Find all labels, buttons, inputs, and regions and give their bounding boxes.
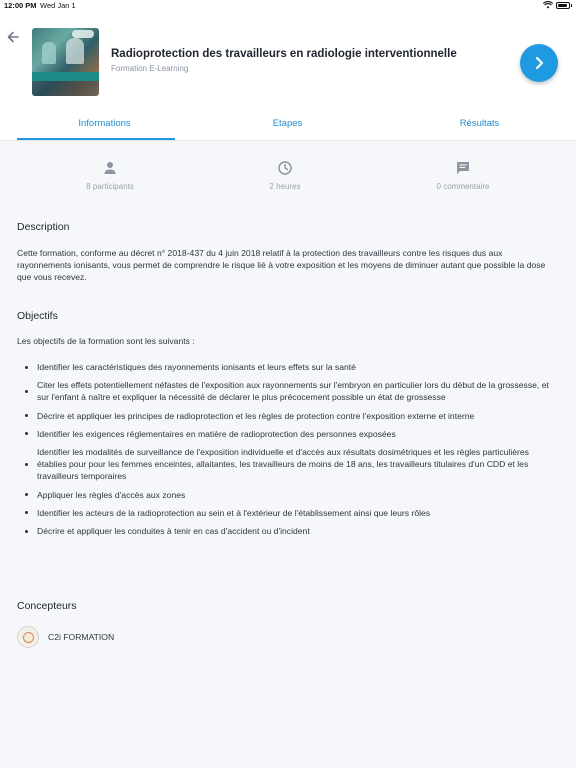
list-item: Décrire et appliquer les principes de radioprotection et les règles de protection contre l'exposition externe et interne (17, 410, 557, 422)
objectives-intro: Les objectifs de la formation sont les suivants : (17, 336, 195, 346)
tab-informations[interactable]: Informations (78, 118, 131, 129)
tab-etapes[interactable]: Etapes (272, 118, 303, 129)
course-title: Radioprotection des travailleurs en radiologie interventionnelle (111, 48, 457, 60)
battery-icon (556, 2, 570, 9)
course-subtitle: Formation E-Learning (111, 64, 189, 73)
list-item: Identifier les caractéristiques des rayonnements ionisants et leurs effets sur la santé (17, 361, 557, 373)
back-arrow-icon[interactable] (6, 30, 22, 46)
designers-heading: Concepteurs (17, 600, 77, 612)
next-button[interactable] (520, 44, 558, 82)
stat-comments[interactable] (393, 160, 533, 191)
course-thumbnail (32, 28, 99, 96)
status-bar (0, 0, 576, 12)
list-item: Identifier les exigences réglementaires en matière de radioprotection des personnes exposées (17, 428, 557, 440)
person-icon (102, 160, 118, 176)
objectives-list (17, 361, 557, 543)
list-item: Appliquer les règles d'accès aux zones (17, 489, 557, 501)
status-date: Wed Jan 1 (40, 1, 76, 10)
description-text: Cette formation, conforme au décret n° 2018-437 du 4 juin 2018 relatif à la protection des travailleurs contre les risques dus aux rayonnements ionisants, vous permet de comprendre le risque lié à votre exposition et les moyens de diminuer autant que possible la dose que vous recevez. (17, 248, 546, 283)
clock-icon (277, 160, 293, 176)
list-item: Citer les effets potentiellement néfastes de l'exposition aux rayonnements sur l'embryon en particulier lors du début de la grossesse, et sur l'enfant à naître et expliquer la nécessité de déclarer le plus précocement possible un état de grossesse (17, 379, 557, 403)
stat-comments-label: 0 commentaire (436, 182, 490, 191)
stat-duration-label: 2 heures (269, 182, 301, 191)
course-stats (0, 160, 576, 200)
stat-participants (40, 160, 180, 191)
designer-item[interactable] (17, 626, 114, 648)
description-heading: Description (17, 221, 70, 233)
list-item: Identifier les acteurs de la radioprotection au sein et à l'extérieur de l'établissement ainsi que leurs rôles (17, 507, 557, 519)
list-item: Décrire et appliquer les conduites à tenir en cas d'accident ou d'incident (17, 525, 557, 537)
designer-name: C2i FORMATION (48, 632, 115, 642)
comment-icon (455, 160, 471, 176)
active-tab-indicator (17, 138, 175, 140)
stat-participants-label: 8 participants (86, 182, 134, 191)
company-logo-avatar (17, 626, 39, 648)
status-time: 12:00 PM (4, 1, 37, 10)
stat-duration (215, 160, 355, 191)
wifi-icon (543, 1, 553, 9)
status-icons (543, 1, 570, 9)
tab-resultats[interactable]: Résultats (459, 118, 500, 129)
tab-bar (0, 110, 576, 141)
course-header (0, 12, 576, 110)
list-item: Identifier les modalités de surveillance de l'exposition individuelle et d'accès aux résultats dosimétriques et les règles particulières établies pour pour les femmes enceintes, allaitantes, les travailleurs de moins de 18 ans, les travailleurs titulaires d'un CDD et les travailleurs temporaires (17, 446, 557, 483)
objectives-heading: Objectifs (17, 310, 58, 322)
chevron-right-icon (531, 55, 547, 71)
